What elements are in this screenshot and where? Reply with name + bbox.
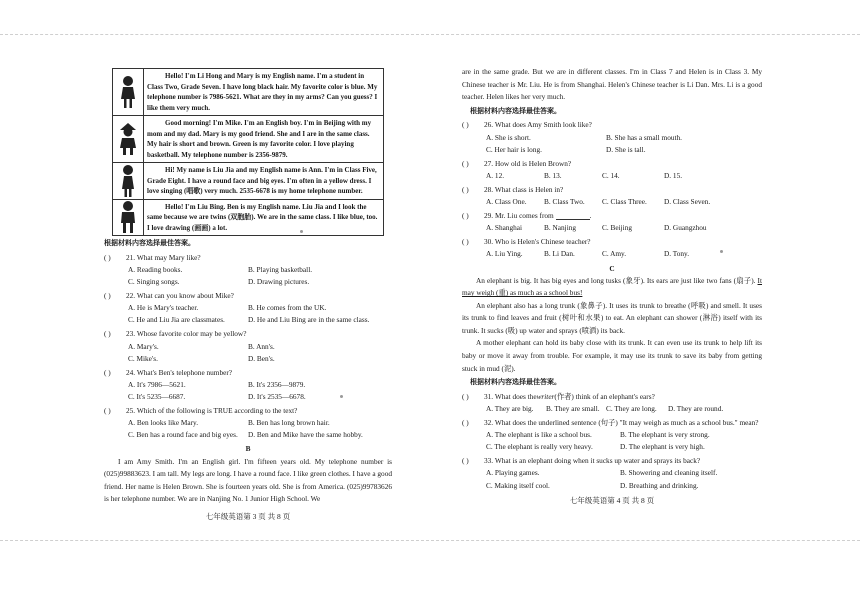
question-28 bbox=[462, 185, 762, 206]
passage-text: An elephant is big. It has big eyes and long tusks (象牙). Its ears are just like two fans (扇子). bbox=[476, 275, 758, 285]
option-a: A. Shanghai bbox=[486, 223, 523, 233]
question-stem: 25. Which of the following is TRUE according to the text? bbox=[126, 406, 298, 416]
option-a: A. Liu Ying. bbox=[486, 249, 523, 259]
passage-c-para2: An elephant also has a long trunk (象鼻子). It uses its trunk to breathe (呼吸) and smell. It uses its trunk to find leaves and fruit (树叶和水果) to eat. An elephant can shower (淋浴) itself with its trunk. It sucks (吸) up water and sprays (喷洒) its back. bbox=[462, 300, 762, 335]
option-a: A. Class One. bbox=[486, 197, 527, 207]
option-b: B. Ben has long brown hair. bbox=[248, 418, 330, 428]
question-30 bbox=[462, 237, 762, 258]
option-b: B. Showering and cleaning itself. bbox=[620, 468, 718, 478]
question-22 bbox=[104, 291, 392, 324]
option-c: C. Ben has a round face and big eyes. bbox=[128, 430, 238, 440]
passage-b-part1: I am Amy Smith. I'm an English girl. I'm fifteen years old. My telephone number is (025)99883623. I am tall. My legs are long. I have a round face. I like green clothes. I have a good friend. Her name is Helen Brown. She is fourteen years old. She is from America. (025)99783626 is her telephone number. We are in Nanjing No. 1 Junior High School. We bbox=[104, 456, 392, 504]
option-c: C. He and Liu Jia are classmates. bbox=[128, 315, 225, 325]
option-c: C. 14. bbox=[602, 170, 620, 180]
question-stem: 30. Who is Helen's Chinese teacher? bbox=[484, 237, 591, 247]
answer-paren: ( ) bbox=[104, 406, 111, 416]
profile-row-ann bbox=[113, 163, 384, 200]
question-stem: 26. What does Amy Smith look like? bbox=[484, 120, 592, 130]
passage-c-para3: A mother elephant can hold its baby close with its trunk. It can even use its trunk to help lift its baby or move it away from trouble. For example, it may use its trunk to save its baby from getting stuck in mud (泥). bbox=[462, 338, 762, 373]
question-26 bbox=[462, 120, 762, 153]
question-29 bbox=[462, 211, 762, 232]
girl-figure-icon bbox=[113, 69, 144, 116]
option-b: B. Ann's. bbox=[248, 341, 275, 351]
question-31 bbox=[462, 392, 762, 413]
answer-paren: ( ) bbox=[462, 211, 469, 221]
profile-text-li-hong bbox=[144, 69, 384, 116]
question-32 bbox=[462, 418, 762, 451]
question-stem: 22. What can you know about Mike? bbox=[126, 291, 234, 301]
question-stem: (作者) think of an elephant's ears? bbox=[554, 391, 655, 401]
question-stem: 24. What's Ben's telephone number? bbox=[126, 367, 233, 377]
option-c: C. Beijing bbox=[602, 223, 632, 233]
profile-table bbox=[112, 68, 384, 236]
question-24 bbox=[104, 368, 392, 401]
question-stem: 27. How old is Helen Brown? bbox=[484, 158, 572, 168]
girl-figure-icon bbox=[113, 163, 144, 200]
answer-paren: ( ) bbox=[104, 367, 111, 377]
option-a: A. Reading books. bbox=[128, 264, 183, 274]
option-b: B. They are small. bbox=[546, 403, 600, 413]
option-c: C. Mike's. bbox=[128, 353, 158, 363]
scan-speck bbox=[720, 250, 723, 253]
section-instruction: 根据材料内容选择最佳答案。 bbox=[470, 378, 561, 387]
profile-row-li-hong bbox=[113, 69, 384, 116]
option-d: D. Class Seven. bbox=[664, 197, 711, 207]
option-d: D. She is tall. bbox=[606, 144, 646, 154]
answer-paren: ( ) bbox=[462, 120, 469, 130]
option-d: D. It's 2535—6678. bbox=[248, 391, 306, 401]
option-c: C. Singing songs. bbox=[128, 276, 180, 286]
section-instruction: 根据材料内容选择最佳答案。 bbox=[104, 239, 195, 247]
question-stem: 32. What does the underlined sentence (句子) "It may weigh as much as a school bus." mean? bbox=[484, 418, 759, 428]
option-c: C. The elephant is really very heavy. bbox=[486, 442, 593, 452]
passage-b-part2: are in the same grade. But we are in different classes. I'm in Class 7 and Helen is in Class 3. My Chinese teacher is Mr. Liu. He is from Shanghai. Helen's Chinese teacher is Li Dan. Mrs. Li is a good teacher. Helen likes her very much. bbox=[462, 67, 762, 102]
question-25 bbox=[104, 406, 392, 439]
question-21 bbox=[104, 253, 392, 286]
option-d: D. They are round. bbox=[668, 403, 724, 413]
answer-paren: ( ) bbox=[462, 391, 469, 401]
page-footer-left: 七年级英语第 3 页 共 8 页 bbox=[205, 511, 291, 521]
answer-paren: ( ) bbox=[104, 252, 111, 262]
scan-speck bbox=[340, 395, 343, 398]
answer-blank bbox=[556, 211, 590, 220]
question-stem: 21. What may Mary like? bbox=[126, 252, 201, 262]
option-a: A. Playing games. bbox=[486, 468, 540, 478]
profile-text-mike bbox=[144, 116, 384, 163]
option-c: C. Making itself cool. bbox=[486, 480, 550, 490]
question-stem: 31. What does the bbox=[484, 391, 537, 401]
profile-text: Hi! My name is Liu Jia and my English name is Ann. I'm in Class Five, Grade Eight. I have a round face and big eyes. I'm often in a yellow dress. I love singing (唱歌) very much. 2535-6678 is my home telephone number. bbox=[147, 166, 377, 195]
option-b: B. Playing basketball. bbox=[248, 264, 313, 274]
top-dashed-line bbox=[0, 34, 860, 35]
option-d: D. Ben's. bbox=[248, 353, 275, 363]
profile-text: Good morning! I'm Mike. I'm an English boy. I'm in Beijing with my mom and my dad. Mary is my good friend. She and I are in the same class. My hair is short and brown. Green is my favorite color. I love playing basketball. My telephone number is 2356-9879. bbox=[147, 119, 372, 159]
option-c: C. Class Three. bbox=[602, 197, 647, 207]
answer-paren: ( ) bbox=[462, 237, 469, 247]
answer-paren: ( ) bbox=[462, 158, 469, 168]
question-33 bbox=[462, 456, 762, 489]
option-b: B. 13. bbox=[544, 170, 562, 180]
profile-text: Hello! I'm Li Hong and Mary is my English name. I'm a student in Class Two, Grade Seven. I have long black hair. My favorite color is blue. My telephone number is 7986-5621. What are they in my arms? Can you guess? I like them very much. bbox=[147, 72, 378, 112]
option-c: C. Her hair is long. bbox=[486, 144, 542, 154]
option-d: D. Guangzhou bbox=[664, 223, 707, 233]
page-footer-right: 七年级英语第 4 页 共 8 页 bbox=[569, 495, 655, 505]
option-a: A. She is short. bbox=[486, 132, 531, 142]
passage-c-para1 bbox=[462, 275, 762, 300]
option-d: D. Tony. bbox=[664, 249, 690, 259]
question-23 bbox=[104, 329, 392, 362]
profile-row-liu-bing bbox=[113, 199, 384, 236]
answer-paren: ( ) bbox=[462, 418, 469, 428]
option-d: D. Ben and Mike have the same hobby. bbox=[248, 430, 363, 440]
answer-paren: ( ) bbox=[104, 329, 111, 339]
section-instruction: 根据材料内容选择最佳答案。 bbox=[470, 106, 561, 115]
option-d: D. The elephant is very high. bbox=[620, 442, 705, 452]
question-stem: 29. Mr. Liu comes from bbox=[484, 211, 554, 221]
profile-text-ann bbox=[144, 163, 384, 200]
answer-paren: ( ) bbox=[462, 456, 469, 466]
option-c: C. It's 5235—6687. bbox=[128, 391, 186, 401]
option-a: A. 12. bbox=[486, 170, 505, 180]
option-b: B. Nanjing bbox=[544, 223, 577, 233]
option-b: B. Li Dan. bbox=[544, 249, 575, 259]
boy-figure-icon bbox=[113, 116, 144, 163]
underlined-sentence: It may weigh (重) as much as a school bus! bbox=[462, 275, 762, 298]
profile-row-mike bbox=[113, 116, 384, 163]
option-a: A. The elephant is like a school bus. bbox=[486, 430, 592, 440]
option-a: A. It's 7986—5621. bbox=[128, 379, 186, 389]
option-b: B. He comes from the UK. bbox=[248, 303, 327, 313]
option-d: D. Breathing and drinking. bbox=[620, 480, 699, 490]
option-c: C. Amy. bbox=[602, 249, 627, 259]
option-d: D. Drawing pictures. bbox=[248, 276, 310, 286]
option-a: A. Ben looks like Mary. bbox=[128, 418, 199, 428]
option-b: B. The elephant is very strong. bbox=[620, 430, 710, 440]
option-c: C. They are long. bbox=[606, 403, 657, 413]
bottom-dashed-line bbox=[0, 540, 860, 541]
option-a: A. Mary's. bbox=[128, 341, 159, 351]
profile-text: Hello! I'm Liu Bing. Ben is my English name. Liu Jia and I look the same because we are twins (双胞胎). We are in the same class. I like blue, too. I love drawing (画画) a lot. bbox=[147, 202, 378, 232]
option-d: D. 15. bbox=[664, 170, 683, 180]
option-b: B. Class Two. bbox=[544, 197, 585, 207]
question-stem: 33. What is an elephant doing when it sucks up water and sprays its back? bbox=[484, 456, 701, 466]
profile-text-liu-bing bbox=[144, 199, 384, 236]
question-stem: 23. Whose favorite color may be yellow? bbox=[126, 329, 247, 339]
answer-paren: ( ) bbox=[104, 291, 111, 301]
option-b: B. She has a small mouth. bbox=[606, 132, 683, 142]
question-27 bbox=[462, 159, 762, 180]
answer-paren: ( ) bbox=[462, 184, 469, 194]
question-stem-end: . bbox=[589, 211, 592, 221]
option-a: A. He is Mary's teacher. bbox=[128, 303, 199, 313]
option-b: B. It's 2356—9879. bbox=[248, 379, 306, 389]
option-a: A. They are big. bbox=[486, 403, 534, 413]
section-letter-c: C bbox=[609, 263, 615, 273]
boy-figure-icon bbox=[113, 199, 144, 236]
left-column bbox=[104, 68, 392, 521]
question-stem-italic: writer bbox=[536, 391, 555, 401]
scan-speck bbox=[300, 230, 303, 233]
option-d: D. He and Liu Bing are in the same class. bbox=[248, 315, 370, 325]
question-stem: 28. What class is Helen in? bbox=[484, 184, 564, 194]
right-column bbox=[462, 66, 762, 505]
section-letter-b: B bbox=[245, 444, 251, 454]
